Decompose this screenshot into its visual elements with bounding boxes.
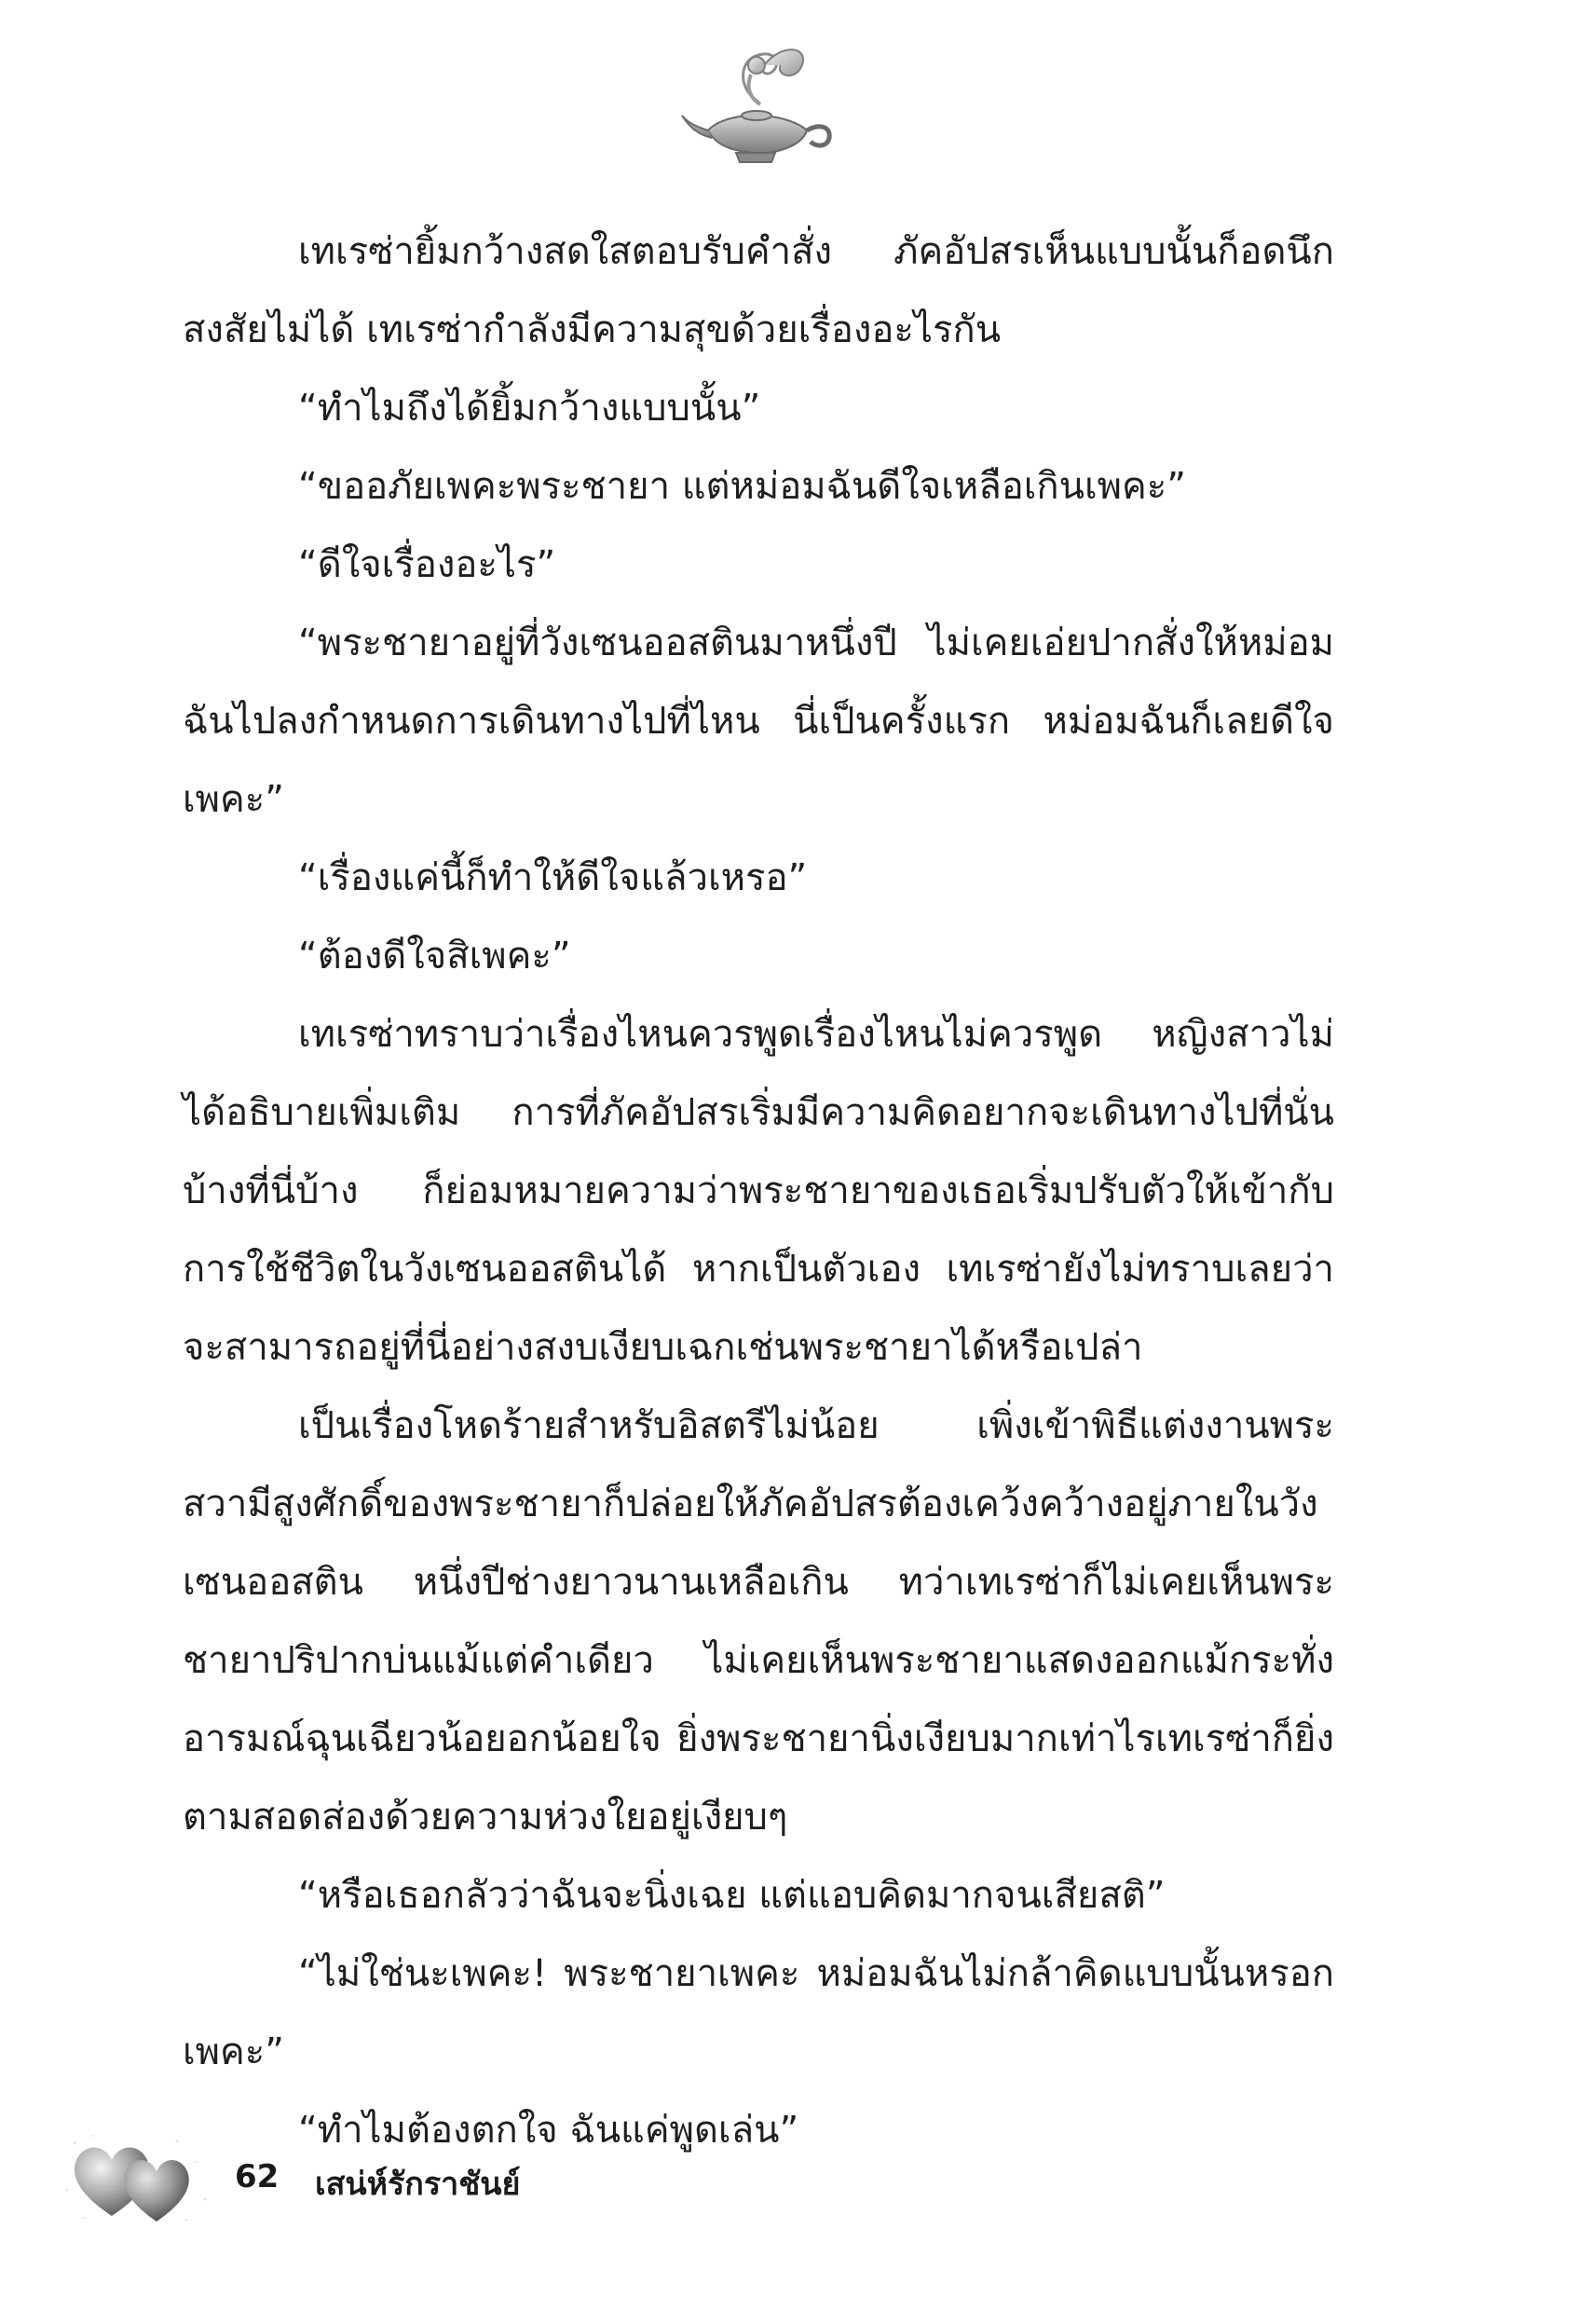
page-number: 62 xyxy=(235,2158,280,2195)
paragraph: เป็นเรื่องโหดร้ายสำหรับอิสตรีไม่น้อย เพิ่งเข้าพิธีแต่งงานพระสวามีสูงศักดิ์ของพระชายาก็ปล่อยให้ภัคอัปสรต้องเคว้งคว้างอยู่ภายในวังเซนออสติน หนึ่งปีช่างยาวนานเหลือเกิน ทว่าเทเรซ่าก็ไม่เคยเห็นพระชายาปริปากบ่นแม้แต่คำเดียว ไม่เคยเห็นพระชายาแสดงออกแม้กระทั่งอารมณ์ฉุนเฉียวน้อยอกน้อยใจ ยิ่งพระชายานิ่งเงียบมากเท่าไรเทเรซ่าก็ยิ่งตามสอดส่องด้วยความห่วงใยอยู่เงียบๆ xyxy=(183,1404,1334,1839)
dialogue-line: “ดีใจเรื่องอะไร” xyxy=(298,543,556,586)
dialogue-line: “หรือเธอกลัวว่าฉันจะนิ่งเฉย แต่แอบคิดมากจนเสียสติ” xyxy=(298,1874,1166,1917)
page-footer xyxy=(56,2125,708,2227)
genie-lamp-with-cupid-icon xyxy=(671,37,839,177)
dialogue-line: “ขออภัยเพคะพระชายา แต่หม่อมฉันดีใจเหลือเกินเพคะ” xyxy=(298,465,1186,508)
dialogue-line: “ต้องดีใจสิเพคะ” xyxy=(298,935,571,978)
book-title: เสน่ห์รักราชันย์ xyxy=(315,2166,521,2203)
paragraph: เทเรซ่ายิ้มกว้างสดใสตอบรับคำสั่ง ภัคอัปสรเห็นแบบนั้นก็อดนึกสงสัยไม่ได้ เทเรซ่ากำลังมีความสุขด้วยเรื่องอะไรกัน xyxy=(183,230,1334,351)
paragraph: เทเรซ่าทราบว่าเรื่องไหนควรพูดเรื่องไหนไม่ควรพูด หญิงสาวไม่ได้อธิบายเพิ่มเติม การที่ภัคอัปสรเริ่มมีความคิดอยากจะเดินทางไปที่นั่นบ้างที่นี่บ้าง ก็ย่อมหมายความว่าพระชายาของเธอเริ่มปรับตัวให้เข้ากับการใช้ชีวิตในวังเซนออสตินได้ หากเป็นตัวเอง เทเรซ่ายังไม่ทราบเลยว่าจะสามารถอยู่ที่นี่อย่างสงบเงียบเฉกเช่นพระชายาได้หรือเปล่า xyxy=(183,1013,1334,1369)
dialogue-line: “ไม่ใช่นะเพคะ! พระชายาเพคะ หม่อมฉันไม่กล้าคิดแบบนั้นหรอกเพคะ” xyxy=(183,1952,1334,2073)
dialogue-line: “ทำไมต้องตกใจ ฉันแค่พูดเล่น” xyxy=(298,2109,799,2152)
dialogue-line: “เรื่องแค่นี้ก็ทำให้ดีใจแล้วเหรอ” xyxy=(298,856,808,899)
double-heart-icon xyxy=(56,2125,214,2227)
chapter-text xyxy=(183,212,1334,2169)
dialogue-line: “พระชายาอยู่ที่วังเซนออสตินมาหนึ่งปี ไม่เคยเอ่ยปากสั่งให้หม่อมฉันไปลงกำหนดการเดินทางไปที่ไหน นี่เป็นครั้งแรก หม่อมฉันก็เลยดีใจเพคะ” xyxy=(183,622,1334,821)
dialogue-line: “ทำไมถึงได้ยิ้มกว้างแบบนั้น” xyxy=(298,387,761,430)
